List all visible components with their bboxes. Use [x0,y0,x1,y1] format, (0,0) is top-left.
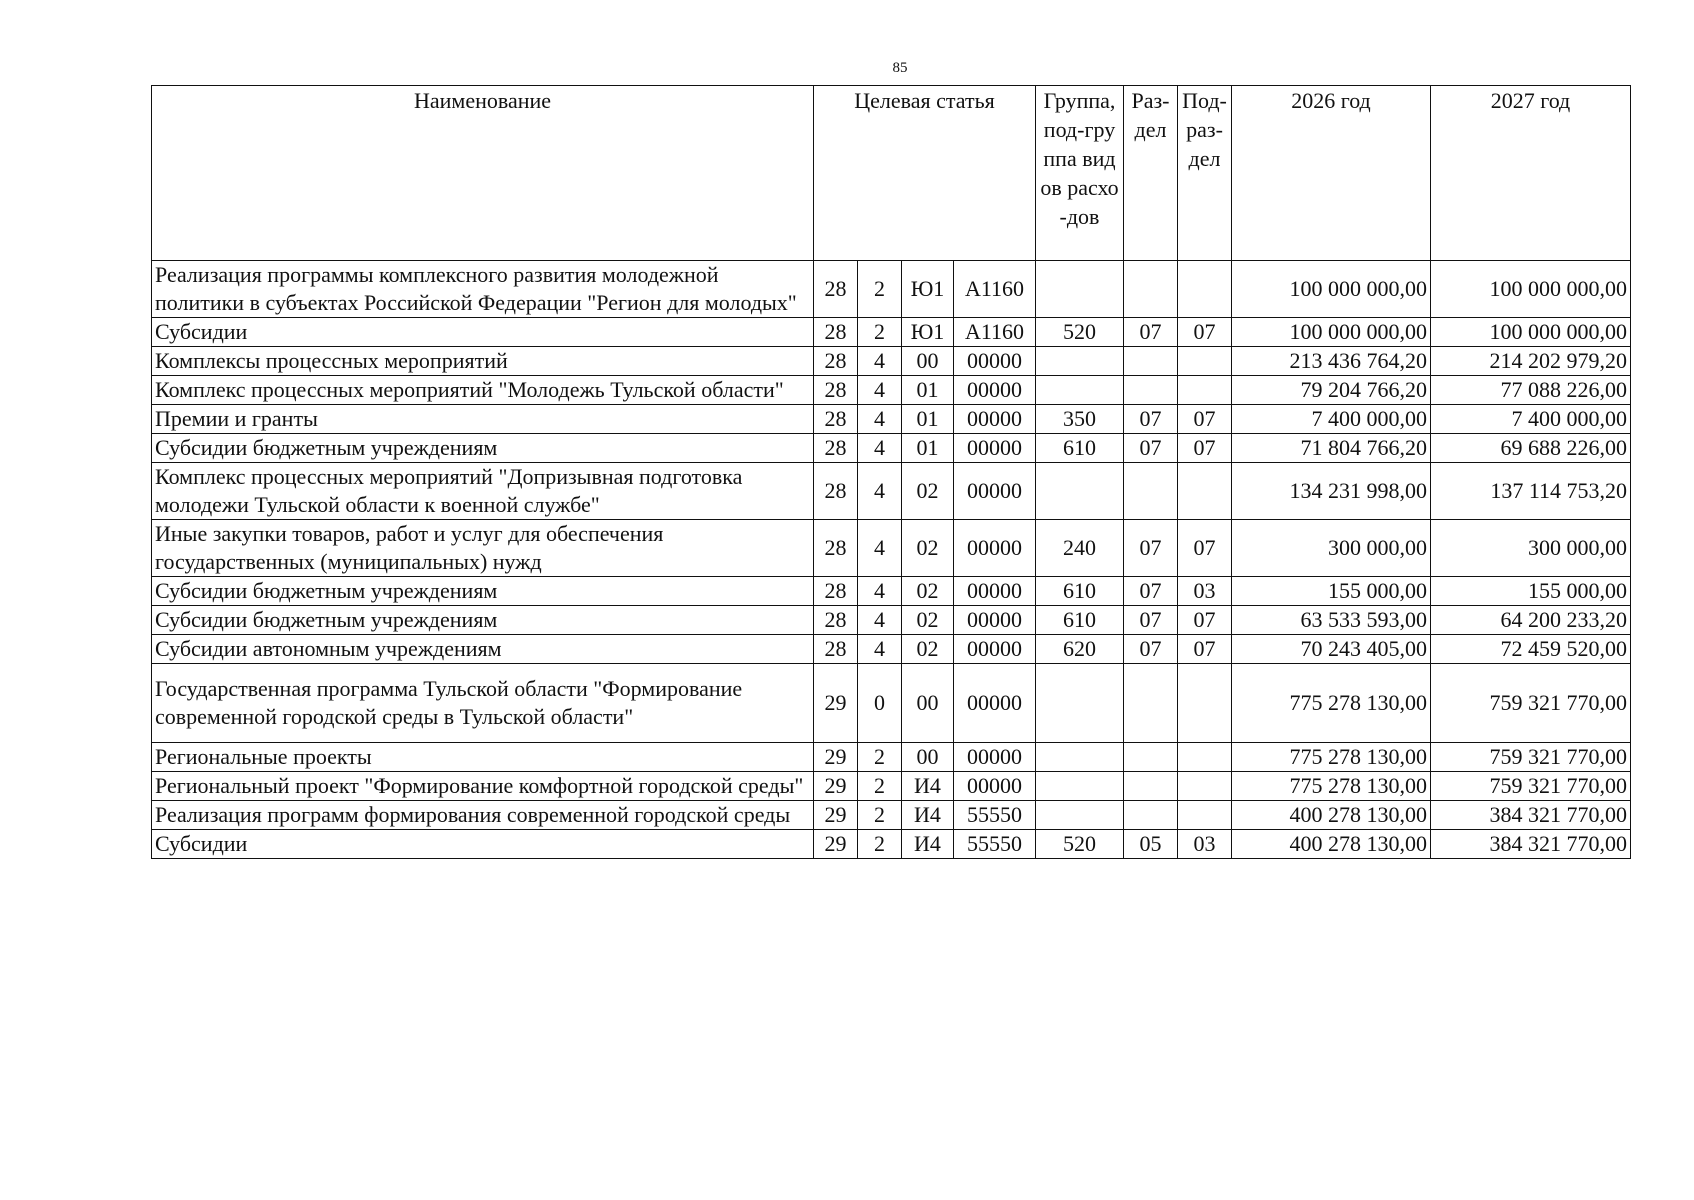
row-amount-2027: 300 000,00 [1431,520,1631,577]
row-code-program: 29 [814,801,858,830]
row-name: Региональный проект "Формирование комфортной городской среды" [152,772,814,801]
row-expense-group [1036,664,1124,743]
row-amount-2026: 79 204 766,20 [1232,376,1431,405]
row-amount-2027: 214 202 979,20 [1431,347,1631,376]
table-row [152,520,1631,577]
row-code-type: 2 [858,318,902,347]
row-subsection [1178,743,1232,772]
row-expense-group [1036,463,1124,520]
page-number: 85 [892,60,908,76]
row-subsection [1178,261,1232,318]
row-section [1124,743,1178,772]
row-subsection [1178,801,1232,830]
row-code-direction: 00000 [954,577,1036,606]
row-section: 07 [1124,520,1178,577]
table-row [152,635,1631,664]
row-code-program: 28 [814,318,858,347]
row-amount-2026: 213 436 764,20 [1232,347,1431,376]
row-amount-2026: 70 243 405,00 [1232,635,1431,664]
row-subsection: 03 [1178,830,1232,859]
row-expense-group: 610 [1036,606,1124,635]
row-amount-2026: 7 400 000,00 [1232,405,1431,434]
table-body [152,261,1631,859]
row-section [1124,801,1178,830]
row-code-direction: 00000 [954,664,1036,743]
row-expense-group [1036,261,1124,318]
row-amount-2026: 134 231 998,00 [1232,463,1431,520]
row-code-type: 4 [858,347,902,376]
row-amount-2027: 759 321 770,00 [1431,743,1631,772]
row-name: Иные закупки товаров, работ и услуг для обеспечения государственных (муниципальных) нужд [152,520,814,577]
row-name: Реализация программы комплексного развития молодежной политики в субъектах Российской Федерации "Регион для молодых" [152,261,814,318]
row-code-subprogram: 02 [902,463,954,520]
row-code-subprogram: 01 [902,376,954,405]
header-year-2027: 2027 год [1431,86,1631,261]
row-amount-2027: 384 321 770,00 [1431,830,1631,859]
row-code-direction: 55550 [954,830,1036,859]
row-expense-group: 350 [1036,405,1124,434]
row-name: Субсидии [152,830,814,859]
row-code-direction: 00000 [954,347,1036,376]
row-section: 07 [1124,577,1178,606]
row-code-subprogram: 00 [902,347,954,376]
row-code-subprogram: И4 [902,772,954,801]
row-subsection [1178,463,1232,520]
row-amount-2026: 63 533 593,00 [1232,606,1431,635]
row-section [1124,376,1178,405]
row-subsection: 07 [1178,520,1232,577]
row-code-subprogram: Ю1 [902,261,954,318]
row-code-type: 0 [858,664,902,743]
row-section: 07 [1124,405,1178,434]
row-code-program: 28 [814,261,858,318]
header-year-2026: 2026 год [1232,86,1431,261]
row-name: Субсидии бюджетным учреждениям [152,606,814,635]
row-code-direction: 00000 [954,434,1036,463]
row-code-type: 4 [858,434,902,463]
header-subsection-text: Под-раз-дел [1182,88,1227,171]
header-subsection [1178,86,1232,261]
row-subsection: 07 [1178,434,1232,463]
row-code-subprogram: Ю1 [902,318,954,347]
row-code-type: 2 [858,801,902,830]
row-code-direction: А1160 [954,318,1036,347]
row-code-type: 2 [858,772,902,801]
table-row [152,606,1631,635]
row-expense-group: 520 [1036,318,1124,347]
row-code-direction: 00000 [954,405,1036,434]
row-amount-2026: 400 278 130,00 [1232,801,1431,830]
row-amount-2027: 384 321 770,00 [1431,801,1631,830]
row-amount-2027: 64 200 233,20 [1431,606,1631,635]
table-row [152,830,1631,859]
row-code-direction: 00000 [954,635,1036,664]
row-amount-2027: 69 688 226,00 [1431,434,1631,463]
row-amount-2026: 775 278 130,00 [1232,664,1431,743]
row-code-subprogram: 01 [902,434,954,463]
row-code-type: 2 [858,830,902,859]
row-amount-2027: 77 088 226,00 [1431,376,1631,405]
row-name: Государственная программа Тульской области "Формирование современной городской среды в Тульской области" [152,664,814,743]
row-code-subprogram: И4 [902,830,954,859]
row-amount-2027: 72 459 520,00 [1431,635,1631,664]
row-name: Комплексы процессных мероприятий [152,347,814,376]
row-subsection: 07 [1178,606,1232,635]
row-subsection [1178,664,1232,743]
row-section: 07 [1124,318,1178,347]
row-name: Реализация программ формирования современной городской среды [152,801,814,830]
row-name: Субсидии бюджетным учреждениям [152,577,814,606]
row-code-program: 28 [814,577,858,606]
row-code-direction: А1160 [954,261,1036,318]
row-subsection [1178,376,1232,405]
row-section [1124,664,1178,743]
row-amount-2027: 759 321 770,00 [1431,664,1631,743]
row-amount-2027: 155 000,00 [1431,577,1631,606]
row-code-program: 28 [814,405,858,434]
row-name: Субсидии автономным учреждениям [152,635,814,664]
row-section: 07 [1124,434,1178,463]
header-section-text: Раз-дел [1131,88,1170,142]
table-row [152,772,1631,801]
table-row [152,405,1631,434]
row-amount-2027: 7 400 000,00 [1431,405,1631,434]
row-name: Комплекс процессных мероприятий "Допризывная подготовка молодежи Тульской области к военной службе" [152,463,814,520]
row-expense-group [1036,772,1124,801]
row-name: Комплекс процессных мероприятий "Молодежь Тульской области" [152,376,814,405]
header-expense-group-text: Группа, под-группа видов расхо-дов [1040,88,1119,229]
row-code-subprogram: 00 [902,743,954,772]
row-code-program: 28 [814,376,858,405]
row-code-program: 29 [814,772,858,801]
row-code-subprogram: 02 [902,577,954,606]
row-code-direction: 00000 [954,743,1036,772]
row-code-type: 4 [858,635,902,664]
row-section: 05 [1124,830,1178,859]
row-code-direction: 55550 [954,801,1036,830]
row-code-subprogram: 02 [902,520,954,577]
row-subsection: 07 [1178,318,1232,347]
row-code-subprogram: 00 [902,664,954,743]
row-section: 07 [1124,635,1178,664]
row-expense-group [1036,743,1124,772]
row-amount-2027: 100 000 000,00 [1431,318,1631,347]
row-section [1124,261,1178,318]
row-amount-2026: 400 278 130,00 [1232,830,1431,859]
row-subsection: 07 [1178,405,1232,434]
row-section: 07 [1124,606,1178,635]
row-subsection: 03 [1178,577,1232,606]
row-code-program: 28 [814,347,858,376]
header-expense-group [1036,86,1124,261]
row-code-type: 4 [858,520,902,577]
row-expense-group: 240 [1036,520,1124,577]
row-code-program: 29 [814,664,858,743]
row-name: Субсидии бюджетным учреждениям [152,434,814,463]
row-subsection: 07 [1178,635,1232,664]
row-expense-group [1036,801,1124,830]
row-amount-2026: 300 000,00 [1232,520,1431,577]
table-header-row [152,86,1631,261]
row-code-type: 4 [858,463,902,520]
table-row [152,318,1631,347]
row-code-type: 4 [858,577,902,606]
row-amount-2026: 775 278 130,00 [1232,743,1431,772]
row-amount-2027: 100 000 000,00 [1431,261,1631,318]
row-subsection [1178,772,1232,801]
row-code-program: 28 [814,635,858,664]
row-expense-group: 610 [1036,577,1124,606]
row-expense-group [1036,376,1124,405]
row-expense-group [1036,347,1124,376]
header-target-article: Целевая статья [814,86,1036,261]
row-code-program: 28 [814,520,858,577]
row-name: Премии и гранты [152,405,814,434]
row-code-type: 4 [858,606,902,635]
table-row [152,463,1631,520]
row-code-program: 29 [814,830,858,859]
row-name: Субсидии [152,318,814,347]
row-section [1124,463,1178,520]
row-code-type: 4 [858,376,902,405]
table-row [152,743,1631,772]
row-code-program: 28 [814,434,858,463]
table-row [152,347,1631,376]
row-code-type: 2 [858,261,902,318]
row-expense-group: 520 [1036,830,1124,859]
row-amount-2027: 759 321 770,00 [1431,772,1631,801]
row-code-program: 28 [814,463,858,520]
row-expense-group: 620 [1036,635,1124,664]
table-row [152,434,1631,463]
row-code-subprogram: И4 [902,801,954,830]
row-code-subprogram: 01 [902,405,954,434]
row-amount-2027: 137 114 753,20 [1431,463,1631,520]
row-code-direction: 00000 [954,606,1036,635]
row-section [1124,347,1178,376]
row-amount-2026: 71 804 766,20 [1232,434,1431,463]
row-amount-2026: 155 000,00 [1232,577,1431,606]
row-amount-2026: 775 278 130,00 [1232,772,1431,801]
table-row [152,664,1631,743]
row-expense-group: 610 [1036,434,1124,463]
header-section [1124,86,1178,261]
row-subsection [1178,347,1232,376]
budget-table [151,85,1631,859]
table-row [152,376,1631,405]
row-code-direction: 00000 [954,520,1036,577]
row-code-program: 28 [814,606,858,635]
row-code-program: 29 [814,743,858,772]
row-code-direction: 00000 [954,463,1036,520]
table-row [152,801,1631,830]
row-code-type: 4 [858,405,902,434]
row-code-direction: 00000 [954,376,1036,405]
row-section [1124,772,1178,801]
row-code-direction: 00000 [954,772,1036,801]
table-row [152,577,1631,606]
row-amount-2026: 100 000 000,00 [1232,261,1431,318]
header-name: Наименование [152,86,814,261]
row-code-type: 2 [858,743,902,772]
table-row [152,261,1631,318]
row-code-subprogram: 02 [902,635,954,664]
row-name: Региональные проекты [152,743,814,772]
row-code-subprogram: 02 [902,606,954,635]
row-amount-2026: 100 000 000,00 [1232,318,1431,347]
